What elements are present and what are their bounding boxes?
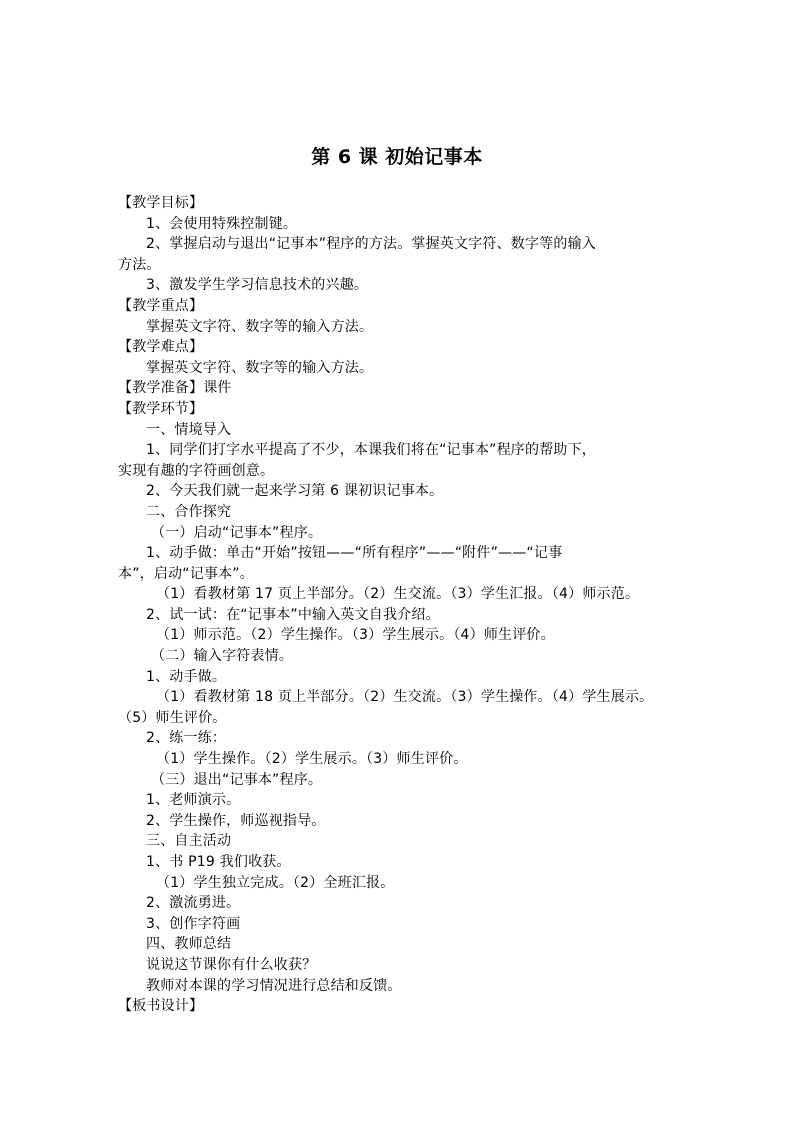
text-line: （二）输入字符表情。 (151, 648, 293, 665)
text-line: （1）看教材第 17 页上半部分。（2）生交流。（3）学生汇报。（4）师示范。 (156, 586, 640, 603)
text-line: 1、动手做。 (146, 668, 227, 685)
text-line: 说说这节课你有什么收获？ (146, 956, 317, 973)
text-line: 【板书设计】 (118, 998, 204, 1015)
text-line: 1、书 P19 我们收获。 (146, 854, 291, 870)
text-line: 【教学重点】 (118, 297, 204, 314)
text-line: （一）启动“记事本”程序。 (151, 524, 323, 541)
text-line: 四、教师总结 (146, 936, 232, 953)
text-line: 3、创作字符画 (146, 915, 241, 932)
text-line: 2、激流勇进。 (146, 895, 241, 912)
text-line: 2、试一试：在“记事本”中输入英文自我介绍。 (146, 606, 440, 623)
text-line: 实现有趣的字符画创意。 (118, 462, 275, 479)
text-line: 【教学准备】课件 (118, 380, 232, 397)
text-line: 2、学生操作，师巡视指导。 (146, 812, 326, 829)
text-line: 2、练一练： (146, 730, 227, 747)
document-body (118, 193, 690, 1017)
text-line: 一、情境导入 (146, 421, 232, 438)
text-line: 方法。 (118, 256, 161, 273)
text-line: 本”，启动“记事本”。 (118, 565, 254, 582)
text-line: （5）师生评价。 (118, 709, 227, 726)
text-line: 二、合作探究 (146, 503, 232, 520)
text-line: 2、掌握启动与退出“记事本”程序的方法。掌握英文字符、数字等的输入 (146, 236, 597, 253)
text-line: （1）学生独立完成。（2）全班汇报。 (156, 874, 395, 891)
text-line: （三）退出“记事本”程序。 (151, 771, 323, 788)
text-line: 教师对本课的学习情况进行总结和反馈。 (146, 977, 402, 994)
text-line: 3、激发学生学习信息技术的兴趣。 (146, 277, 369, 294)
text-line: 1、动手做：单击“开始”按钮——“所有程序”——“附件”——“记事 (146, 545, 563, 562)
text-line: 三、自主活动 (146, 833, 232, 850)
text-line: 掌握英文字符、数字等的输入方法。 (146, 359, 374, 376)
text-line: 1、会使用特殊控制键。 (146, 215, 298, 232)
text-line: 【教学环节】 (118, 400, 204, 417)
text-line: 2、今天我们就一起来学习第 6 课初识记事本。 (146, 483, 444, 500)
text-line: 掌握英文字符、数字等的输入方法。 (146, 318, 374, 335)
text-line: （1）看教材第 18 页上半部分。（2）生交流。（3）学生操作。（4）学生展示。 (156, 689, 654, 706)
text-line: （1）学生操作。（2）学生展示。（3）师生评价。 (156, 751, 468, 768)
page-title: 第 6 课 初始记事本 (311, 146, 483, 168)
text-line: 1、老师演示。 (146, 792, 241, 809)
text-line: （1）师示范。（2）学生操作。（3）学生展示。（4）师生评价。 (156, 627, 555, 644)
text-line: 1、同学们打字水平提高了不少，本课我们将在“记事本”程序的帮助下， (146, 442, 597, 459)
text-line: 【教学难点】 (118, 339, 204, 356)
text-line: 【教学目标】 (118, 195, 204, 211)
